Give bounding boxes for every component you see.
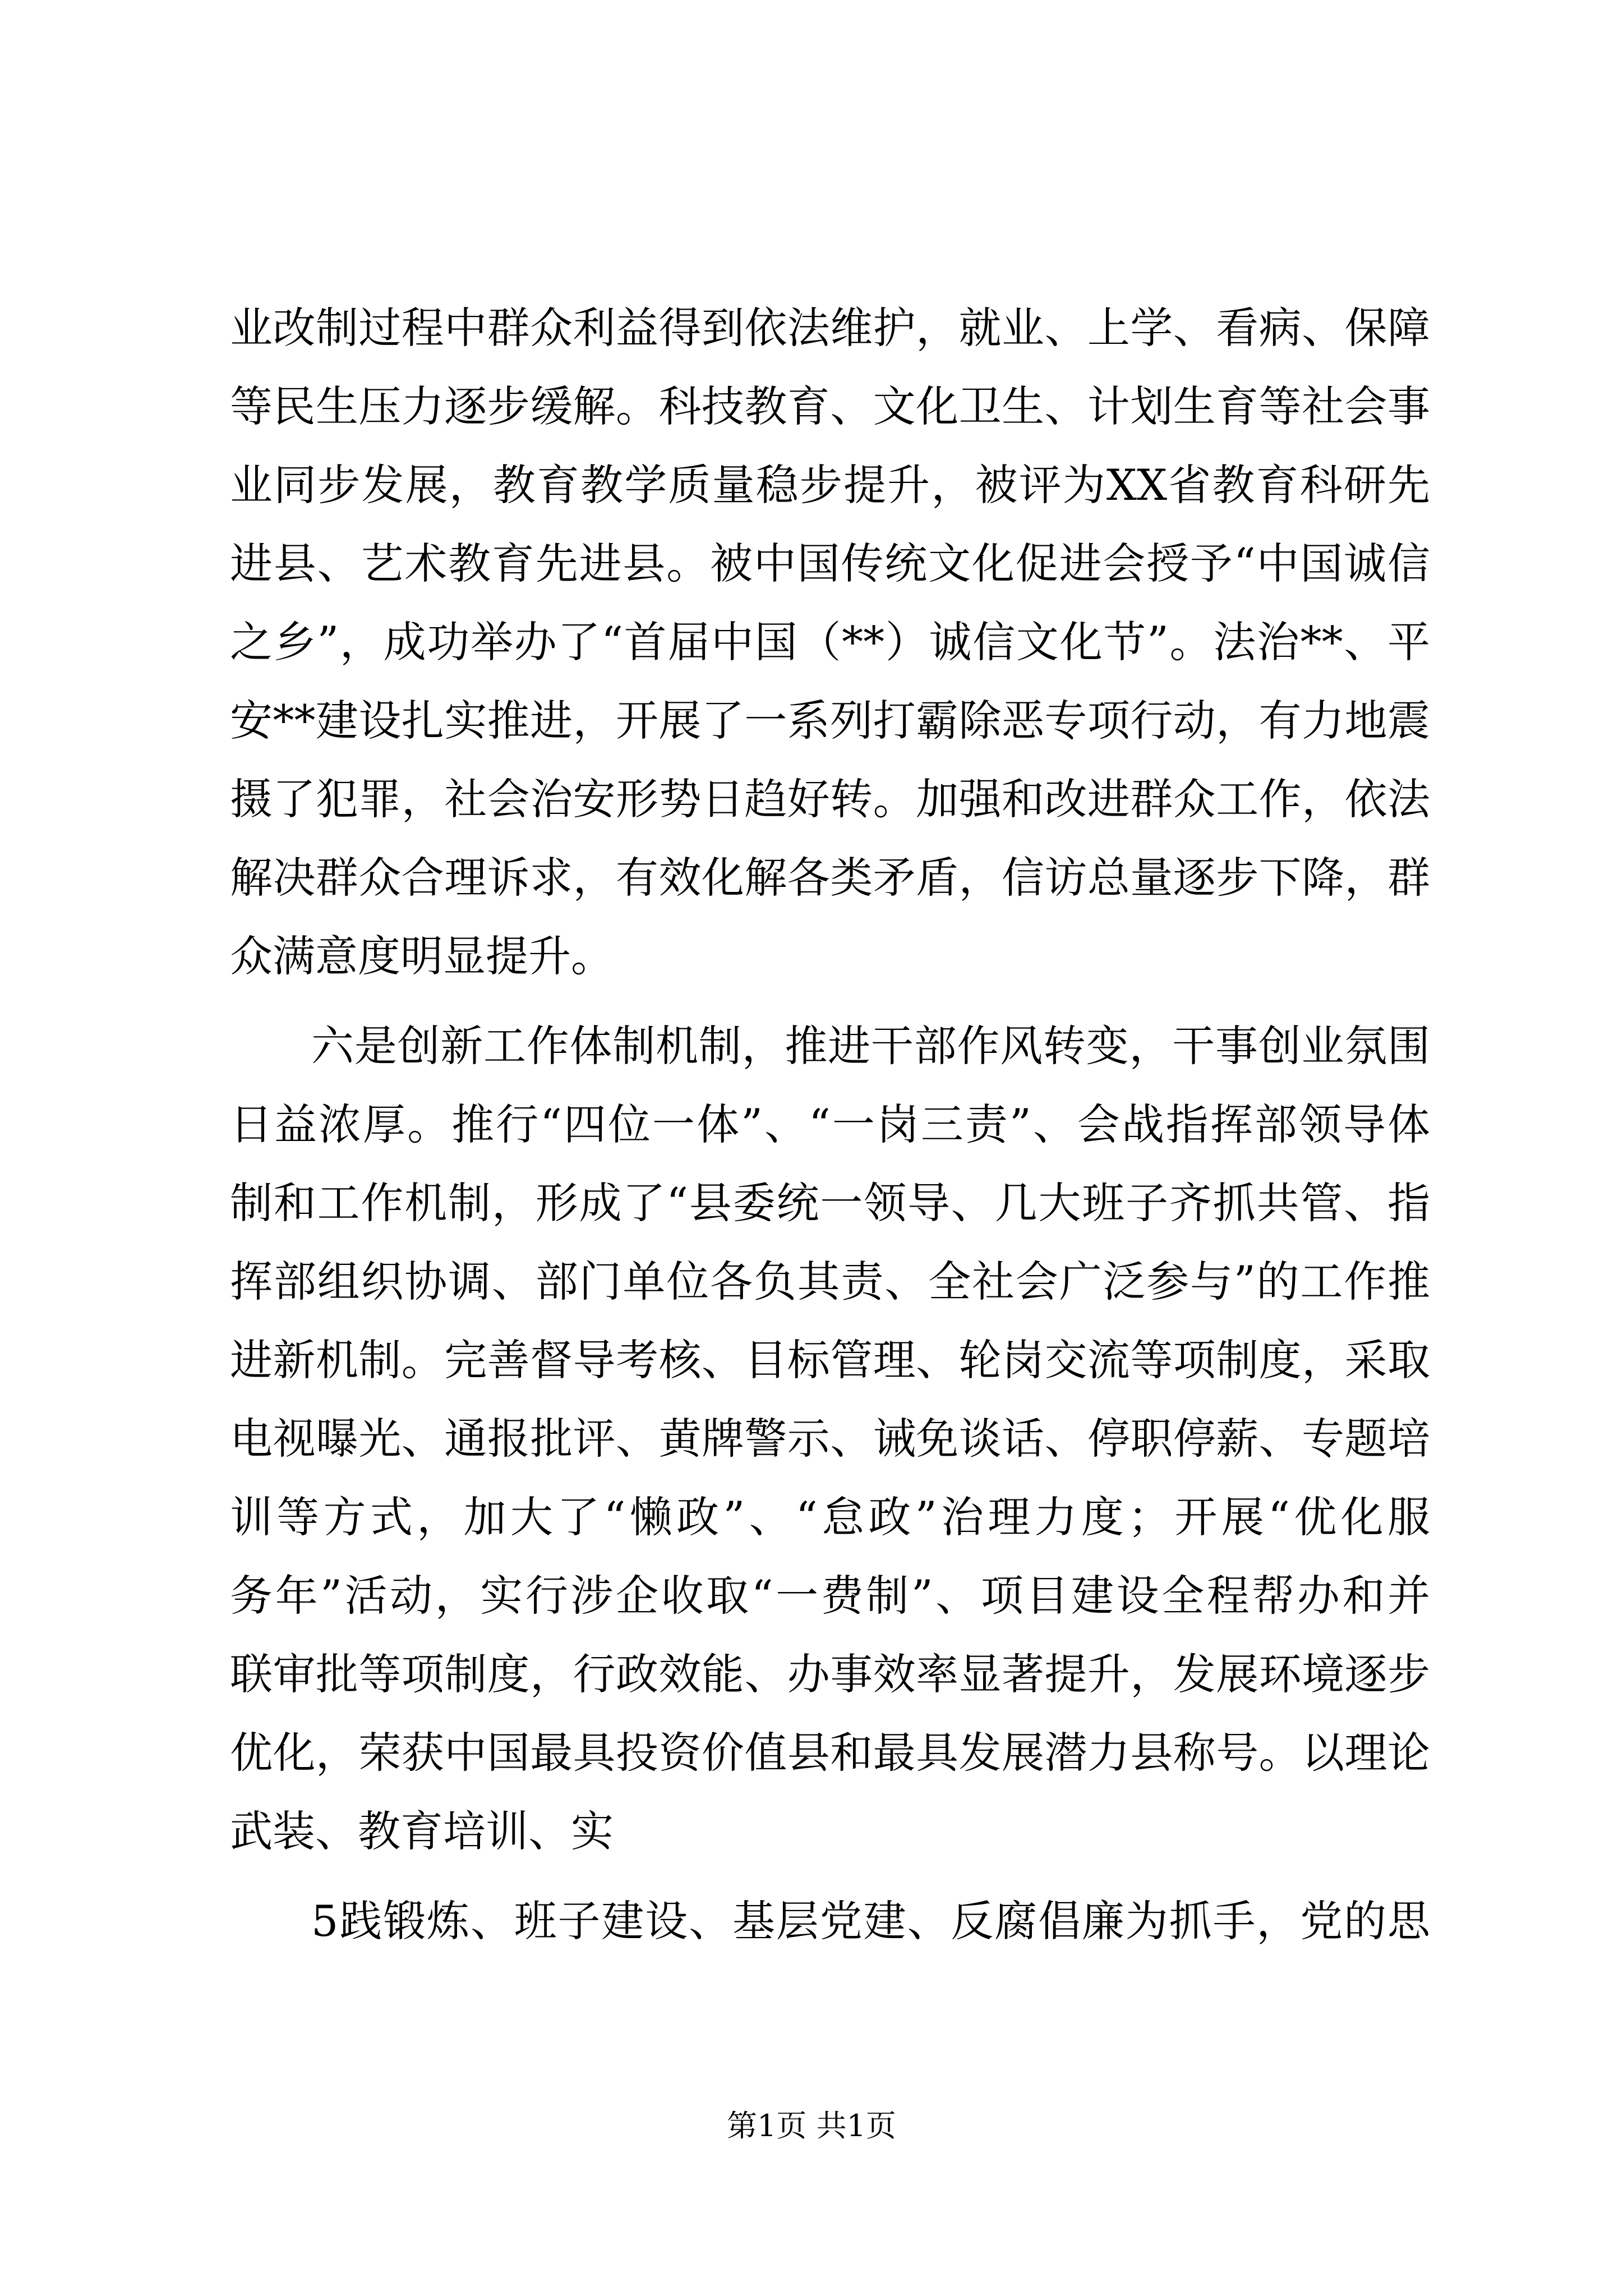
text-line-21: 5践锻炼、班子建设、基层党建、反腐倡廉为抓手，党的思 xyxy=(311,1896,1430,1946)
text-line-14: 进新机制。完善督导考核、目标管理、轮岗交流等项制度，采取 xyxy=(230,1335,1430,1385)
text-line-16: 训等方式，加大了“懒政”、“怠政”治理力度；开展“优化服 xyxy=(230,1492,1430,1542)
text-line-10: 六是创新工作体制机制，推进干部作风转变，干事创业氛围 xyxy=(311,1021,1430,1071)
text-line-18: 联审批等项制度，行政效能、办事效率显著提升，发展环境逐步 xyxy=(230,1649,1430,1699)
text-line-13: 挥部组织协调、部门单位各负其责、全社会广泛参与”的工作推 xyxy=(230,1257,1430,1306)
text-line-2: 等民生压力逐步缓解。科技教育、文化卫生、计划生育等社会事 xyxy=(230,381,1430,431)
text-line-6: 安**建设扎实推进，开展了一系列打霸除恶专项行动，有力地震 xyxy=(230,696,1430,746)
text-line-15: 电视曝光、通报批评、黄牌警示、诫免谈话、停职停薪、专题培 xyxy=(230,1414,1430,1464)
text-line-11: 日益浓厚。推行“四位一体”、“一岗三责”、会战指挥部领导体 xyxy=(230,1099,1430,1149)
text-line-19: 优化，荣获中国最具投资价值县和最具发展潜力县称号。以理论 xyxy=(230,1728,1430,1778)
text-line-9: 众满意度明显提升。 xyxy=(230,931,614,981)
text-line-3: 业同步发展，教育教学质量稳步提升，被评为XX省教育科研先 xyxy=(230,460,1430,510)
text-line-7: 摄了犯罪，社会治安形势日趋好转。加强和改进群众工作，依法 xyxy=(230,774,1430,824)
text-line-12: 制和工作机制，形成了“县委统一领导、几大班子齐抓共管、指 xyxy=(230,1178,1430,1228)
text-line-4: 进县、艺术教育先进县。被中国传统文化促进会授予“中国诚信 xyxy=(230,539,1430,588)
page-footer: 第1页 共1页 xyxy=(727,2108,896,2143)
text-line-17: 务年”活动，实行涉企收取“一费制”、项目建设全程帮办和并 xyxy=(230,1571,1430,1621)
text-line-20: 武装、教育培训、实 xyxy=(230,1806,614,1856)
text-line-1: 业改制过程中群众利益得到依法维护，就业、上学、看病、保障 xyxy=(230,303,1430,353)
text-line-8: 解决群众合理诉求，有效化解各类矛盾，信访总量逐步下降，群 xyxy=(230,853,1430,903)
text-line-5: 之乡”，成功举办了“首届中国（**）诚信文化节”。法治**、平 xyxy=(230,617,1430,667)
